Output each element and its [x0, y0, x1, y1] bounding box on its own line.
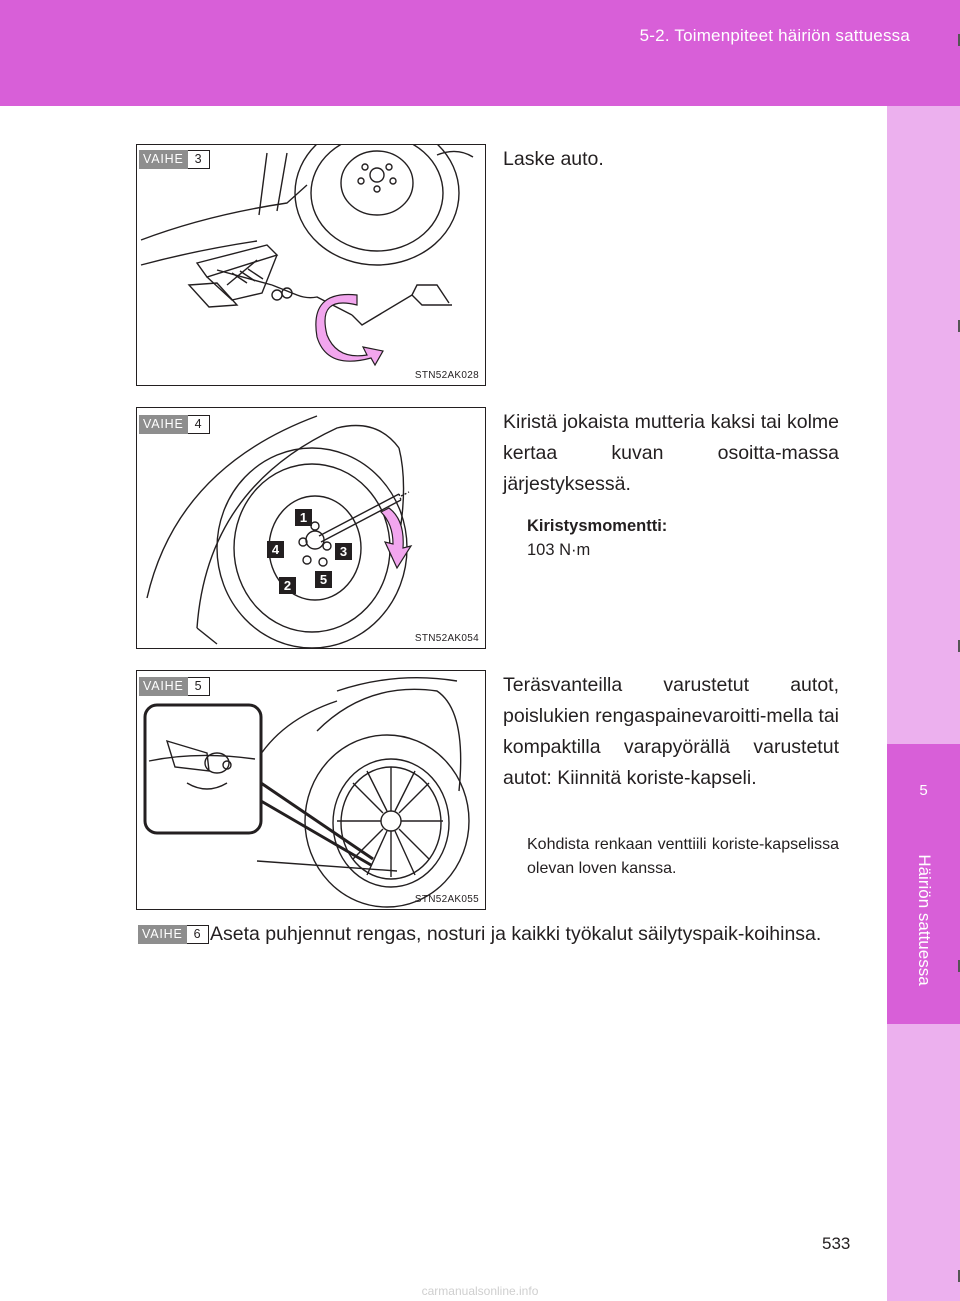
step-badge [139, 150, 210, 169]
step-5-instruction: Teräsvanteilla varustetut autot, poislukien rengaspainevaroitti-mella tai kompaktilla varapyörällä varustetut autot: Kiinnitä koriste-kapseli. [503, 674, 840, 789]
torque-spec-label: Kiristysmomentti: [527, 517, 668, 535]
step-badge-word: VAIHE [139, 415, 188, 434]
valve-detail-inset [145, 705, 261, 833]
step-badge-number: 3 [188, 150, 210, 169]
step-badge-word: VAIHE [139, 677, 188, 696]
step-badge-number: 5 [188, 677, 210, 696]
nut-callout-1: 1 [295, 509, 312, 526]
wheel-cover-illustration [137, 671, 485, 909]
page-number: 533 [822, 1234, 851, 1253]
side-tab-background [887, 106, 960, 1301]
step-badge-word: VAIHE [139, 150, 188, 169]
chapter-title: Häiriön sattuessa [915, 854, 934, 986]
figure-step-3 [136, 144, 486, 386]
wheel-tightening-illustration [137, 408, 485, 648]
section-title: 5-2. Toimenpiteet häiriön sattuessa [639, 26, 910, 45]
header-bar [0, 0, 960, 106]
chapter-number: 5 [919, 782, 928, 799]
step-badge [138, 925, 209, 944]
step-4-instruction: Kiristä jokaista mutteria kaksi tai kolme kertaa kuvan osoitta-massa järjestyksessä. [503, 411, 839, 495]
figure-step-4 [136, 407, 486, 649]
figure-code: STN52AK055 [414, 894, 479, 905]
nut-callout-3: 3 [335, 543, 352, 560]
figure-step-5 [136, 670, 486, 910]
nut-callout-5: 5 [315, 571, 332, 588]
step-badge-word: VAIHE [138, 925, 187, 944]
nut-callout-2: 2 [279, 577, 296, 594]
figure-code: STN52AK028 [414, 370, 479, 381]
step-badge [139, 677, 210, 696]
torque-spec-value: 103 N·m [527, 541, 591, 559]
figure-code: STN52AK054 [414, 633, 479, 644]
watermark: carmanualsonline.info [421, 1284, 539, 1298]
step-badge-number: 4 [188, 415, 210, 434]
step-badge-number: 6 [187, 925, 209, 944]
rotate-arrow [316, 295, 383, 365]
step-badge [139, 415, 210, 434]
step-5-note: Kohdista renkaan venttiili koriste-kapselissa olevan loven kanssa. [527, 836, 839, 877]
step-3-instruction: Laske auto. [503, 148, 604, 170]
nut-callout-4: 4 [267, 541, 284, 558]
jack-lowering-illustration [137, 145, 485, 385]
step-6-instruction: Aseta puhjennut rengas, nosturi ja kaikki työkalut säilytyspaik-koihinsa. [210, 923, 822, 945]
